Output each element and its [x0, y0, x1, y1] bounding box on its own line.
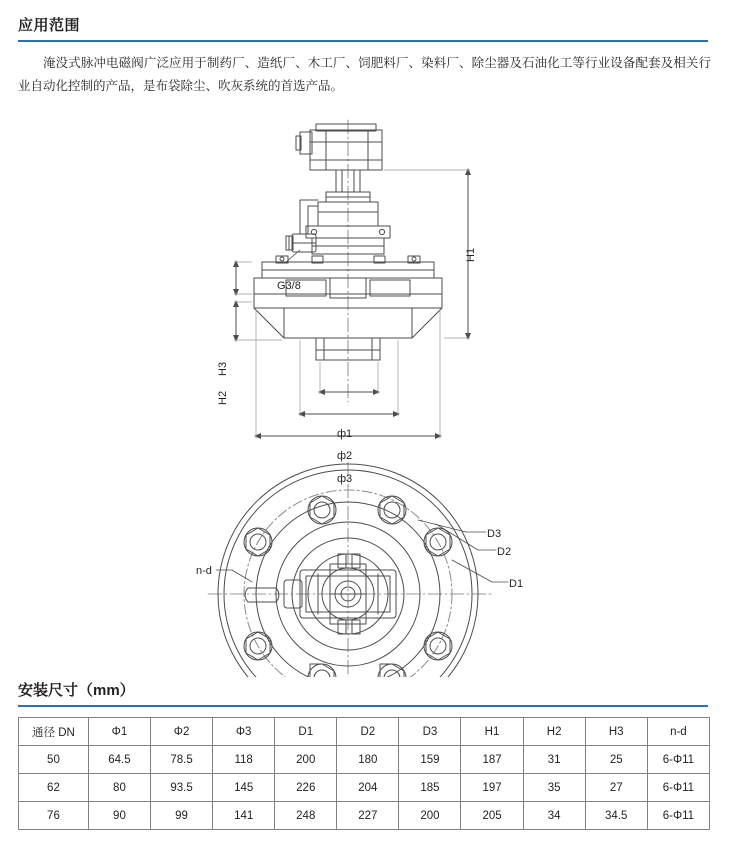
- table-cell: 141: [213, 802, 275, 830]
- column-header: D1: [275, 718, 337, 746]
- table-cell: 227: [337, 802, 399, 830]
- table-cell: 50: [19, 746, 89, 774]
- label-d3: D3: [487, 528, 502, 541]
- table-cell: 31: [523, 746, 585, 774]
- technical-drawing: [0, 102, 729, 677]
- table-cell: 248: [275, 802, 337, 830]
- table-cell: 180: [337, 746, 399, 774]
- column-header: Φ1: [88, 718, 150, 746]
- title-divider: [18, 40, 708, 42]
- table-cell: 226: [275, 774, 337, 802]
- table-cell: 6-Φ11: [647, 802, 709, 830]
- table-cell: 62: [19, 774, 89, 802]
- table-cell: 185: [399, 774, 461, 802]
- table-cell: 159: [399, 746, 461, 774]
- table-cell: 34: [523, 802, 585, 830]
- label-h2: H2: [217, 391, 229, 406]
- table-row: [19, 802, 710, 830]
- intro-paragraph: 淹没式脉冲电磁阀广泛应用于制药厂、造纸厂、木工厂、饲肥料厂、染料厂、除尘器及石油化工等行业设备配套及相关行业自动化控制的产品，是布袋除尘、吹灰系统的首选产品。: [18, 56, 711, 94]
- table-cell: 27: [585, 774, 647, 802]
- column-header: H1: [461, 718, 523, 746]
- table-cell: 80: [88, 774, 150, 802]
- table-row: [19, 746, 710, 774]
- column-header: D2: [337, 718, 399, 746]
- label-d2: D2: [497, 546, 512, 559]
- table-cell: 90: [88, 802, 150, 830]
- table-cell: 78.5: [151, 746, 213, 774]
- label-h3: H3: [217, 362, 229, 377]
- table-cell: 200: [399, 802, 461, 830]
- table-cell: 34.5: [585, 802, 647, 830]
- table-section-title: 安装尺寸（mm）: [18, 682, 135, 700]
- page-title: 应用范围: [18, 17, 81, 34]
- label-phi3: ф3: [337, 473, 353, 486]
- drawing-svg: [0, 102, 729, 677]
- table-cell: 145: [213, 774, 275, 802]
- label-thread: G3/8: [277, 280, 301, 293]
- table-cell: 118: [213, 746, 275, 774]
- table-cell: 76: [19, 802, 89, 830]
- table-title-divider: [18, 705, 708, 707]
- column-header: Φ2: [151, 718, 213, 746]
- table-cell: 35: [523, 774, 585, 802]
- table-cell: 64.5: [88, 746, 150, 774]
- table-cell: 99: [151, 802, 213, 830]
- column-header: D3: [399, 718, 461, 746]
- label-h1: H1: [465, 248, 477, 263]
- table-cell: 6-Φ11: [647, 746, 709, 774]
- table-cell: 187: [461, 746, 523, 774]
- column-header: H3: [585, 718, 647, 746]
- column-header: Φ3: [213, 718, 275, 746]
- table-cell: 93.5: [151, 774, 213, 802]
- table-cell: 6-Φ11: [647, 774, 709, 802]
- table-cell: 25: [585, 746, 647, 774]
- column-header: n-d: [647, 718, 709, 746]
- column-header: 通径 DN: [19, 718, 89, 746]
- label-nd: n-d: [196, 565, 212, 578]
- label-phi1: ф1: [337, 428, 353, 441]
- table-header-row: [19, 718, 710, 746]
- label-phi2: ф2: [337, 450, 353, 463]
- table-cell: 204: [337, 774, 399, 802]
- table-cell: 197: [461, 774, 523, 802]
- label-d1: D1: [509, 578, 524, 591]
- table-cell: 200: [275, 746, 337, 774]
- table-cell: 205: [461, 802, 523, 830]
- dimensions-table: [18, 717, 710, 830]
- column-header: H2: [523, 718, 585, 746]
- table-row: [19, 774, 710, 802]
